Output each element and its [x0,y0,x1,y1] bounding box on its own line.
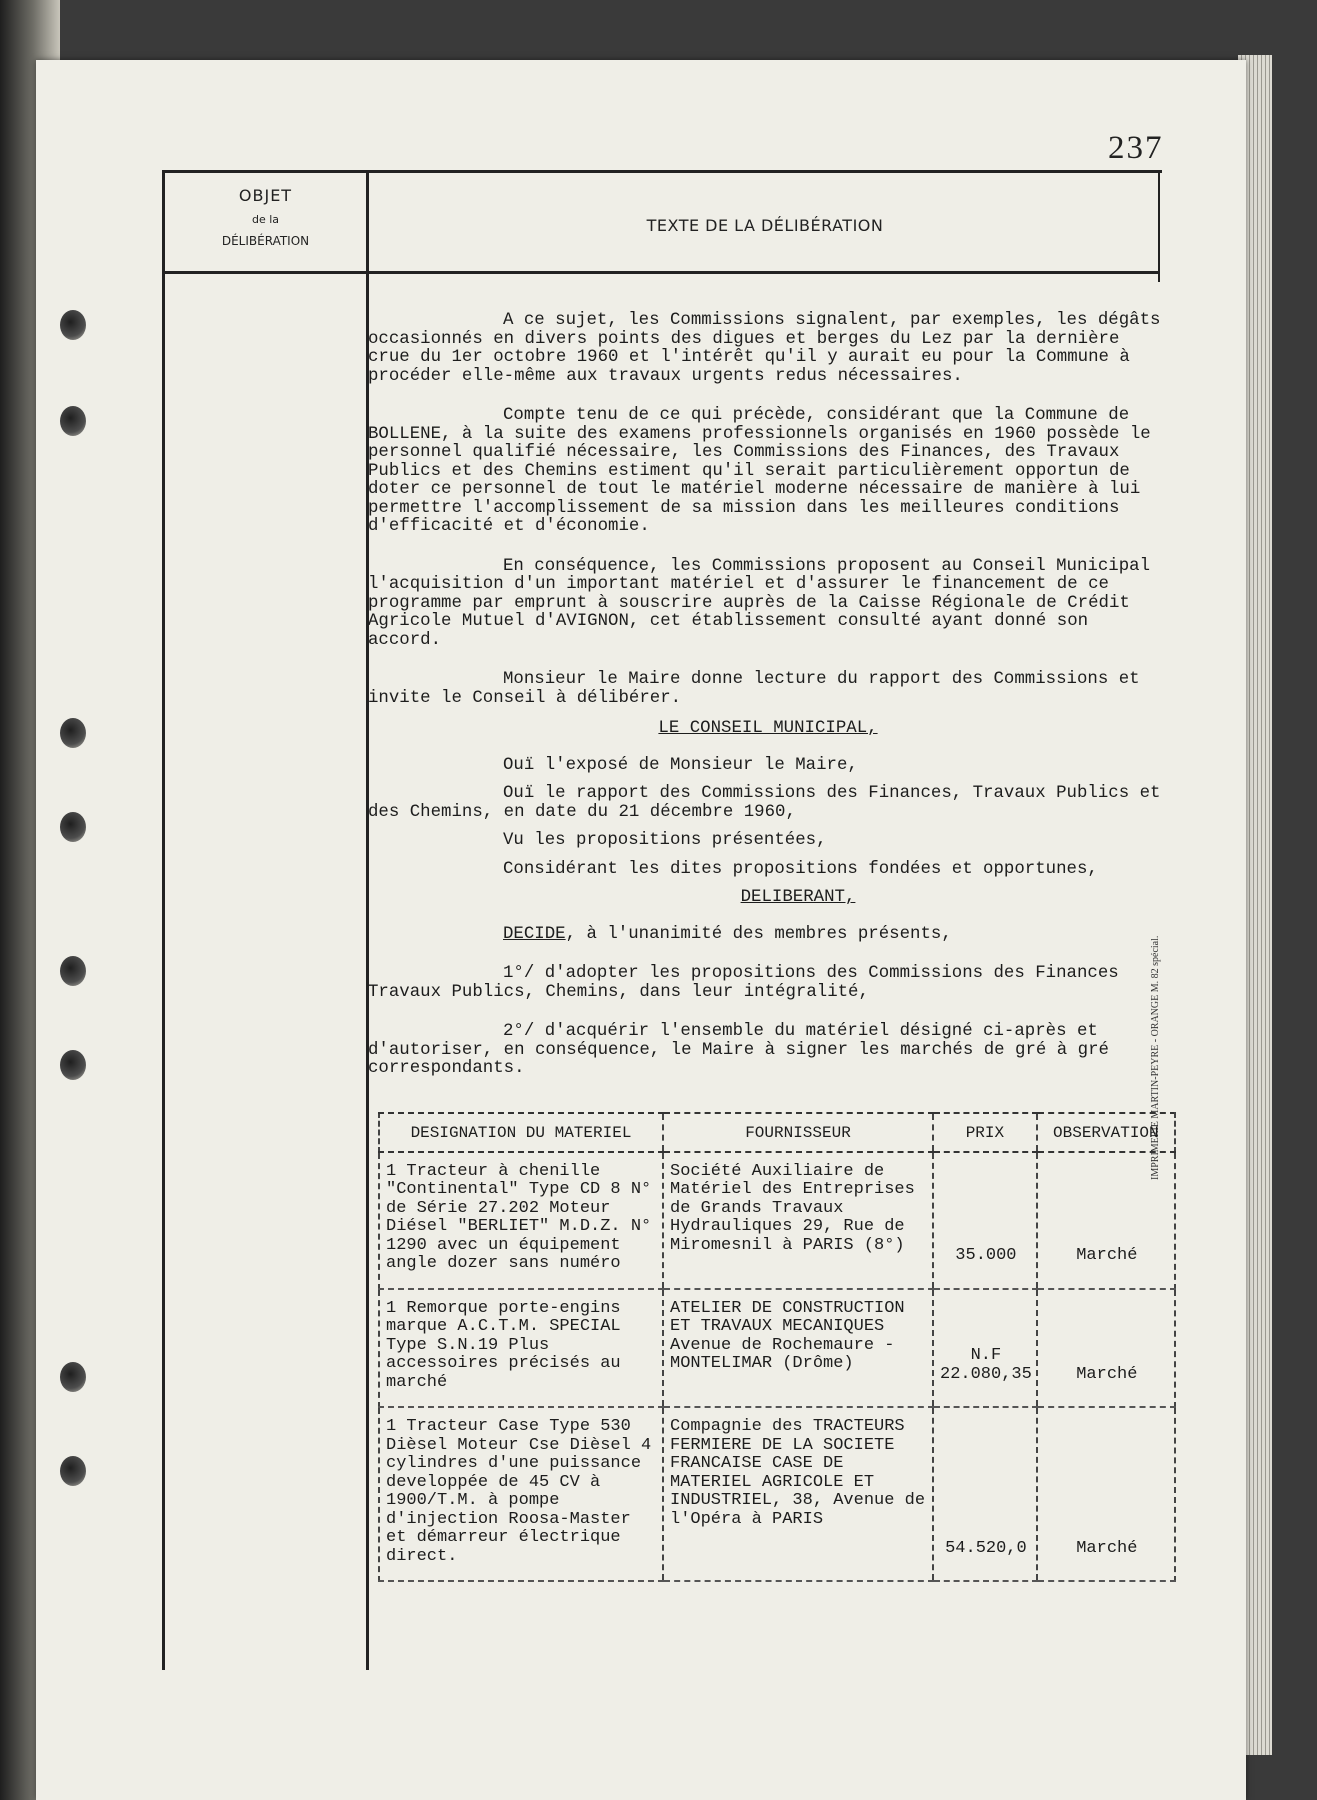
objet-column-header [165,186,366,248]
paragraph: 2°/ d'acquérir l'ensemble du matériel désigné ci-après et d'autoriser, en conséquence, le Maire à signer les marchés de gré à gré correspondants. [368,1022,1109,1078]
deliberation-text [368,312,1168,1100]
col-header-observation: OBSERVATION [1037,1113,1175,1152]
binder-hole [60,310,86,340]
texte-column-header: TEXTE DE LA DÉLIBÉRATION [646,216,884,235]
paragraph: Considérant les dites propositions fondées et opportunes, [503,859,1098,879]
binder-hole [60,1362,86,1392]
decide-line: DECIDE, à l'unanimité des membres présents, [503,924,952,944]
col-header-designation: DESIGNATION DU MATERIEL [379,1113,663,1152]
prix-value: 22.080,35 [940,1364,1032,1384]
binder-hole [60,812,86,842]
observation-cell: Marché [1037,1407,1175,1581]
materiel-table [378,1112,1176,1582]
fournisseur-cell: Société Auxiliaire de Matériel des Entreprises de Grands Travaux Hydrauliques 29, Rue de Miromesnil à PARIS (8°) [663,1152,933,1289]
table-row [379,1152,1175,1289]
table-row [379,1289,1175,1408]
table-row [379,1407,1175,1581]
binder-hole [60,956,86,986]
paragraph: En conséquence, les Commissions proposent au Conseil Municipal l'acquisition d'un important matériel et d'assurer le financement de ce programme par emprunt à souscrire auprès de la Caisse Régionale de Crédit Agricole Mutuel d'AVIGNON, cet établissement consulté ayant donné son accord. [368,556,1151,650]
prix-cell [933,1289,1037,1408]
paragraph: A ce sujet, les Commissions signalent, par exemples, les dégâts occasionnés en divers points des digues et berges du Lez par la dernière crue du 1er octobre 1960 et l'intérêt qu'il y aurait eu pour la Commune à procéder elle-même aux travaux urgents redus nécessaires. [368,311,1161,386]
designation-cell: 1 Remorque porte-engins marque A.C.T.M. SPECIAL Type S.N.19 Plus accessoires précisés au marché [379,1289,663,1408]
observation-cell: Marché [1037,1289,1175,1408]
designation-cell: 1 Tracteur à chenille "Continental" Type CD 8 N° de Série 27.202 Moteur Diésel "BERLIET" M.D.Z. N° 1290 avec un équipement angle dozer sans numéro [379,1152,663,1289]
paragraph: Vu les propositions présentées, [503,831,827,850]
page-number: 237 [1108,130,1164,166]
paragraph: Ouï le rapport des Commissions des Finances, Travaux Publics et des Chemins, en date du 21 décembre 1960, [368,784,1161,822]
col-header-prix: PRIX [933,1113,1037,1152]
binder-hole [60,1050,86,1080]
frame-line [162,170,165,1670]
paragraph: Monsieur le Maire donne lecture du rapport des Commissions et invite le Conseil à délibérer. [368,670,1140,708]
binder-hole [60,406,86,436]
observation-cell: Marché [1037,1152,1175,1289]
objet-label: OBJET [238,186,293,205]
prix-cell [933,1407,1037,1581]
paragraph: 1°/ d'adopter les propositions des Commissions des Finances Travaux Publics, Chemins, dans leur intégralité, [368,964,1119,1002]
col-header-fournisseur: FOURNISSEUR [663,1113,933,1152]
deliberant-heading: DELIBERANT, [740,888,856,907]
fournisseur-cell: Compagnie des TRACTEURS FERMIERE DE LA SOCIETE FRANCAISE CASE DE MATERIEL AGRICOLE ET INDUSTRIEL, 38, Avenue de l'Opéra à PARIS [663,1407,933,1581]
fournisseur-cell: ATELIER DE CONSTRUCTION ET TRAVAUX MECANIQUES Avenue de Rochemaure - MONTELIMAR (Drôme) [663,1289,933,1408]
conseil-heading: LE CONSEIL MUNICIPAL, [658,719,878,738]
prix-cell [933,1152,1037,1289]
table-header-row [379,1113,1175,1152]
prix-value: 35.000 [955,1246,1017,1265]
prix-value: 54.520,0 [945,1538,1027,1558]
designation-cell: 1 Tracteur Case Type 530 Dièsel Moteur Cse Dièsel 4 cylindres d'une puissance developpée de 45 CV à 1900/T.M. à pompe d'injection Roosa-Master et démarreur électrique direct. [379,1407,663,1581]
binder-hole [60,718,86,748]
binder-hole [60,1456,86,1486]
prix-unit: N.F [970,1346,1002,1365]
frame-line [162,271,1160,274]
objet-label: DÉLIBÉRATION [221,234,310,248]
paragraph: Ouï l'exposé de Monsieur le Maire, [503,755,858,775]
objet-label: de la [251,213,280,226]
paragraph: Compte tenu de ce qui précède, considérant que la Commune de BOLLENE, à la suite des examens professionnels organisés en 1960 possède le personnel qualifié nécessaire, les Commissions des Finances, des Travaux Publics et des Chemins estiment qu'il serait particulièrement opportun de doter ce personnel de tout le matériel moderne nécessaire de manière à lui permettre l'accomplissement de sa mission dans les meilleures conditions d'efficacité et d'économie. [368,406,1151,536]
frame-line [162,170,1162,173]
